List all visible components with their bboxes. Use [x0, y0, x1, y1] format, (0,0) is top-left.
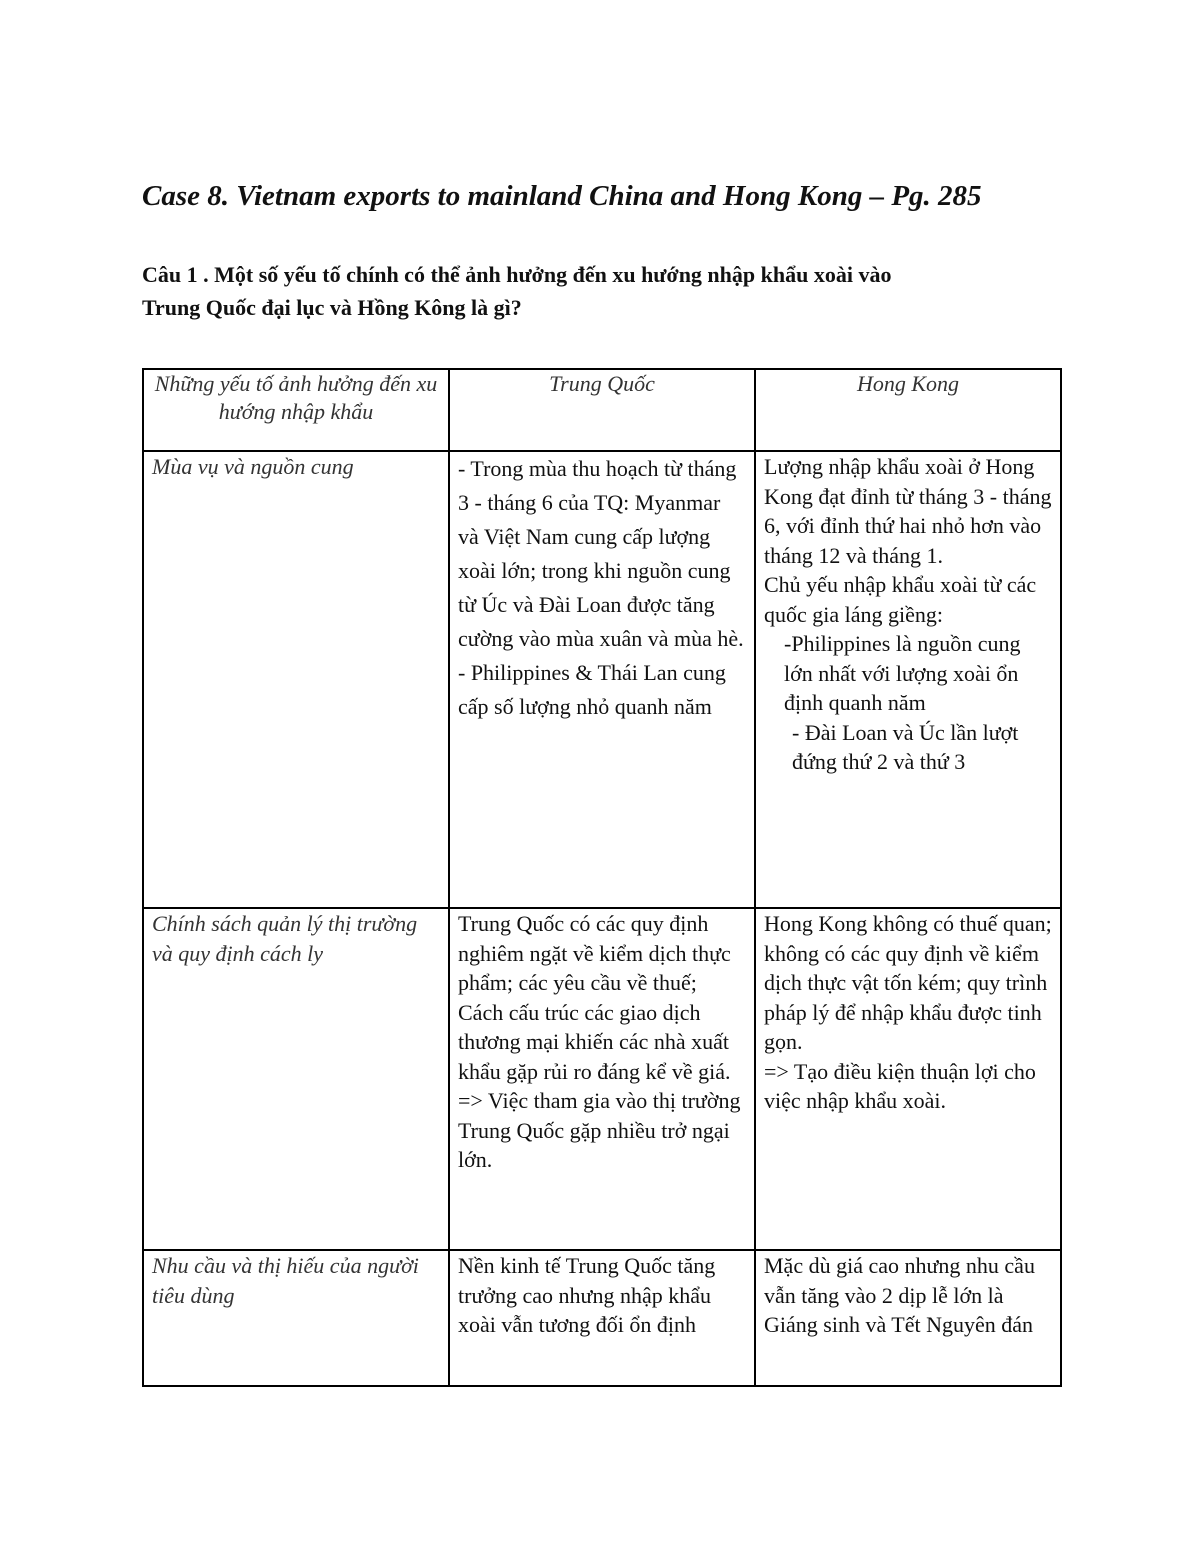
- cell-paragraph: Mặc dù giá cao nhưng nhu cầu vẫn tăng vào 2 dịp lễ lớn là Giáng sinh và Tết Nguyên đán: [764, 1253, 1035, 1337]
- table-row: [143, 1250, 1061, 1386]
- cell-paragraph: => Việc tham gia vào thị trường Trung Quốc gặp nhiều trở ngại lớn.: [458, 1088, 741, 1172]
- row-hongkong-cell: [755, 908, 1061, 1250]
- row-china-cell: [449, 908, 755, 1250]
- cell-paragraph: - Philippines & Thái Lan cung cấp số lượng nhỏ quanh năm: [458, 660, 726, 719]
- cell-paragraph: => Tạo điều kiện thuận lợi cho việc nhập khẩu xoài.: [764, 1058, 1036, 1113]
- cell-paragraph: Hong Kong không có thuế quan; không có các quy định về kiểm dịch thực vật tốn kém; quy trình pháp lý để nhập khẩu được tinh gọn.: [764, 911, 1052, 1054]
- cell-paragraph: Chủ yếu nhập khẩu xoài từ các quốc gia láng giềng:: [764, 572, 1037, 627]
- document-title: Case 8. Vietnam exports to mainland China and Hong Kong – Pg. 285: [142, 180, 982, 212]
- cell-paragraph: - Đài Loan và Úc lần lượt đứng thứ 2 và thứ 3: [792, 719, 1019, 774]
- row-factor: Chính sách quản lý thị trường và quy định cách ly: [143, 908, 449, 1250]
- header-factors: Những yếu tố ảnh hưởng đến xu hướng nhập khẩu: [143, 369, 449, 451]
- question-line-2: Trung Quốc đại lục và Hồng Kông là gì?: [142, 295, 522, 320]
- question-1: [142, 258, 1042, 324]
- table-row: [143, 908, 1061, 1250]
- row-factor: Mùa vụ và nguồn cung: [143, 451, 449, 908]
- row-hongkong-cell: [755, 1250, 1061, 1386]
- question-line-1: Câu 1 . Một số yếu tố chính có thể ảnh hưởng đến xu hướng nhập khẩu xoài vào: [142, 262, 892, 287]
- cell-paragraph: Nền kinh tế Trung Quốc tăng trưởng cao nhưng nhập khẩu xoài vẫn tương đối ổn định: [458, 1253, 716, 1337]
- header-china: Trung Quốc: [449, 369, 755, 451]
- comparison-table: [142, 368, 1062, 1387]
- header-hongkong: Hong Kong: [755, 369, 1061, 451]
- cell-paragraph: Lượng nhập khẩu xoài ở Hong Kong đạt đỉnh từ tháng 3 - tháng 6, với đỉnh thứ hai nhỏ hơn vào tháng 12 và tháng 1.: [764, 454, 1052, 568]
- row-china-cell: [449, 451, 755, 908]
- row-factor: Nhu cầu và thị hiếu của người tiêu dùng: [143, 1250, 449, 1386]
- cell-paragraph: -Philippines là nguồn cung lớn nhất với lượng xoài ổn định quanh năm: [784, 631, 1021, 715]
- cell-paragraph: - Trong mùa thu hoạch từ tháng 3 - tháng 6 của TQ: Myanmar và Việt Nam cung cấp lượng xoài lớn; trong khi nguồn cung từ Úc và Đài Loan được tăng cường vào mùa xuân và mùa hè.: [458, 456, 744, 651]
- row-china-cell: [449, 1250, 755, 1386]
- table-header-row: [143, 369, 1061, 451]
- row-hongkong-cell: [755, 451, 1061, 908]
- cell-paragraph: Trung Quốc có các quy định nghiêm ngặt về kiểm dịch thực phẩm; các yêu cầu về thuế; Cách cấu trúc các giao dịch thương mại khiến các nhà xuất khẩu gặp rủi ro đáng kể về giá.: [458, 911, 731, 1084]
- table-row: [143, 451, 1061, 908]
